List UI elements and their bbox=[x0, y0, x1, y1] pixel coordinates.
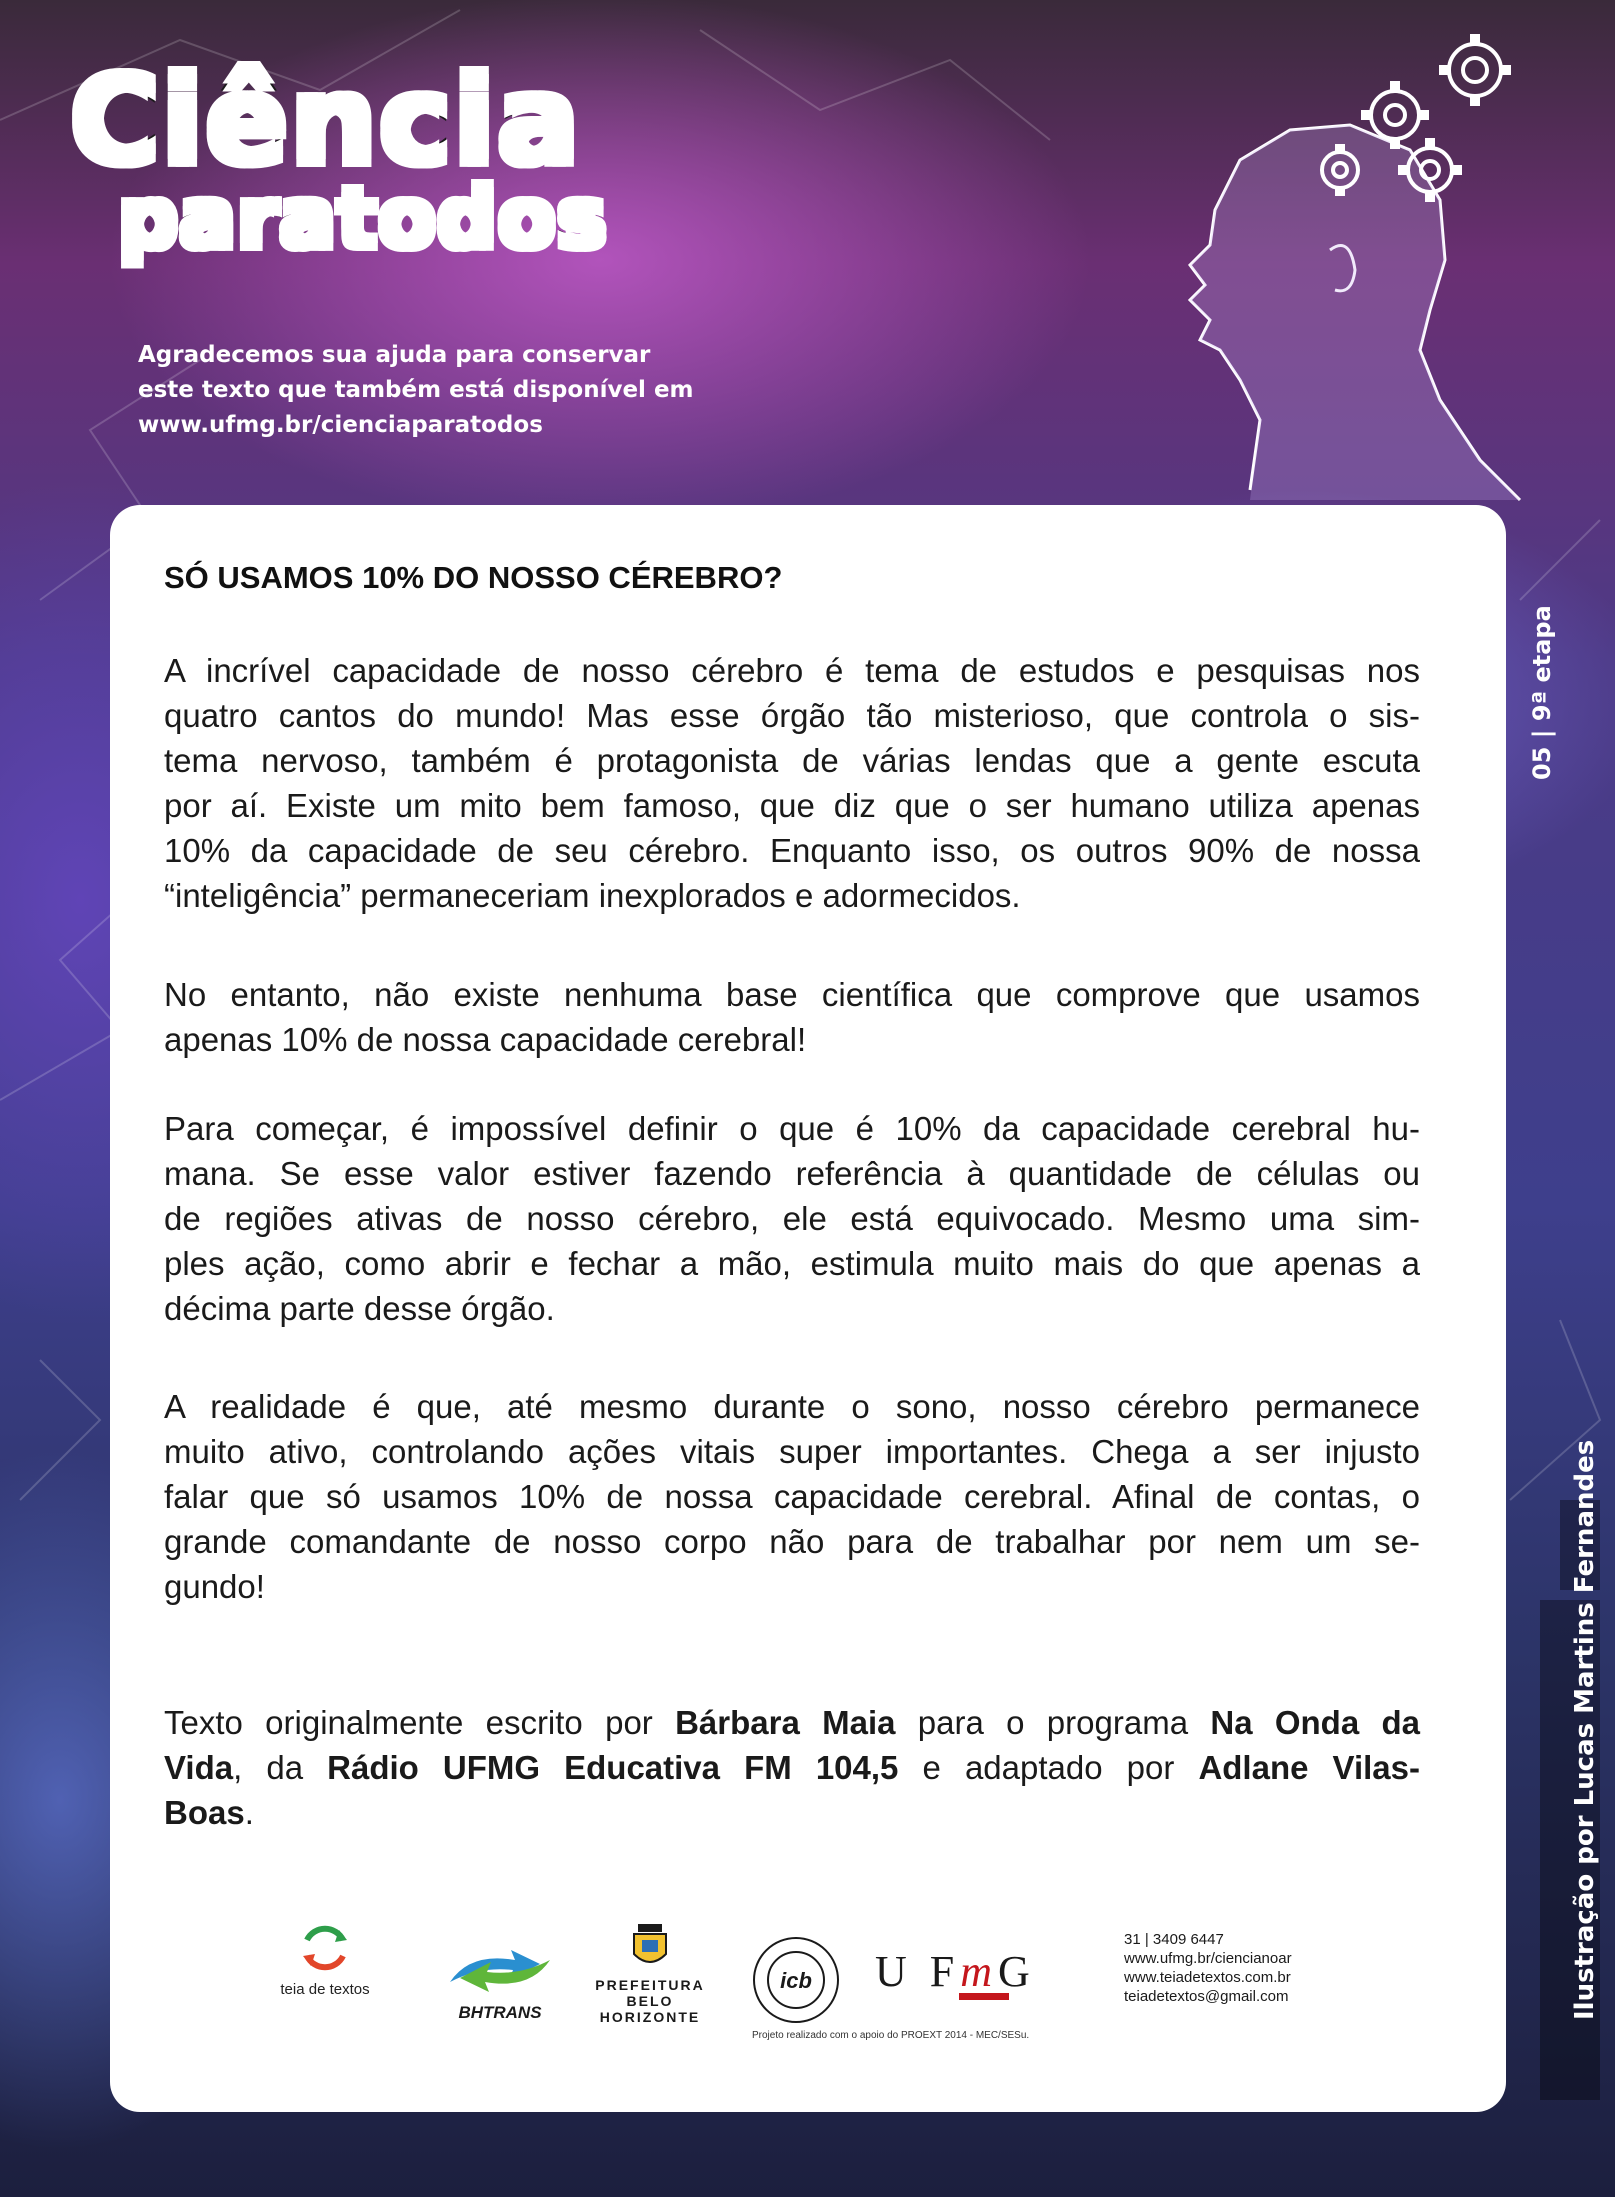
illustration-credit: Ilustração por Lucas Martins Fernandes bbox=[1570, 1439, 1600, 2020]
city-crest-icon bbox=[630, 1920, 670, 1972]
ufmg-label-g: G bbox=[998, 1947, 1036, 1996]
teia-de-textos-logo bbox=[270, 1920, 380, 1998]
prefeitura-line1: PREFEITURA bbox=[595, 1977, 705, 1993]
text-line: de regiões ativas de nosso cérebro, ele está equivocado. Mesmo uma sim- bbox=[164, 1200, 1420, 1237]
ufmg-logo bbox=[875, 1946, 1036, 2000]
text-line bbox=[164, 1745, 1420, 1790]
icb-logo bbox=[750, 1934, 842, 2031]
text-line: 10% da capacidade de seu cérebro. Enquanto isso, os outros 90% de nossa bbox=[164, 832, 1420, 869]
prefeitura-logo bbox=[585, 1920, 715, 2025]
text-line: Para começar, é impossível definir o que é 10% da capacidade cerebral hu- bbox=[164, 1110, 1420, 1147]
intro-line: Agradecemos sua ajuda para conservar bbox=[138, 342, 651, 368]
text-line: quatro cantos do mundo! Mas esse órgão tão misterioso, que controla o sis- bbox=[164, 697, 1420, 734]
program-name: Vida bbox=[164, 1749, 234, 1786]
text-line: A realidade é que, até mesmo durante o sono, nosso cérebro permanece bbox=[164, 1388, 1420, 1425]
text-line: décima parte desse órgão. bbox=[164, 1290, 555, 1327]
text-line: A incrível capacidade de nosso cérebro é tema de estudos e pesquisas nos bbox=[164, 652, 1420, 689]
adapter-name: Adlane Vilas- bbox=[1198, 1749, 1420, 1786]
text-line: por aí. Existe um mito bem famoso, que diz que o ser humano utiliza apenas bbox=[164, 787, 1420, 824]
article-title: SÓ USAMOS 10% DO NOSSO CÉREBRO? bbox=[164, 560, 783, 595]
paragraph-2 bbox=[164, 972, 1420, 1062]
text-line: muito ativo, controlando ações vitais super importantes. Chega a ser injusto bbox=[164, 1433, 1420, 1470]
radio-name: Rádio UFMG Educativa FM 104,5 bbox=[327, 1749, 899, 1786]
text-line: gundo! bbox=[164, 1568, 265, 1605]
teia-icon bbox=[297, 1920, 353, 1976]
program-name: Na Onda da bbox=[1210, 1704, 1420, 1741]
contact-url: www.ufmg.br/ciencianoar bbox=[1124, 1950, 1292, 1967]
intro-note bbox=[138, 338, 738, 443]
contact-url: www.teiadetextos.com.br bbox=[1124, 1969, 1291, 1986]
credit-text: . bbox=[244, 1794, 254, 1831]
intro-url: www.ufmg.br/cienciaparatodos bbox=[138, 412, 543, 438]
credit-text: para o programa bbox=[895, 1704, 1211, 1741]
head-gears-illustration bbox=[1180, 20, 1540, 520]
icb-label: icb bbox=[780, 1968, 812, 1993]
ufmg-label-uf: U F bbox=[875, 1947, 961, 1996]
bhtrans-label: BHTRANS bbox=[458, 2003, 542, 2022]
support-note: Projeto realizado com o apoio do PROEXT 2014 - MEC/SESu. bbox=[752, 2030, 1030, 2041]
text-line: tema nervoso, também é protagonista de várias lendas que a gente escuta bbox=[164, 742, 1420, 779]
adapter-name: Boas bbox=[164, 1794, 245, 1831]
text-line: ples ação, como abrir e fechar a mão, estimula muito mais do que apenas a bbox=[164, 1245, 1420, 1282]
contact-info bbox=[1124, 1930, 1292, 2006]
text-line bbox=[164, 1700, 1420, 1745]
contact-phone: 31 | 3409 6447 bbox=[1124, 1931, 1224, 1948]
text-line: No entanto, não existe nenhuma base científica que comprove que usamos bbox=[164, 976, 1420, 1013]
ciencia-para-todos-logo bbox=[70, 50, 608, 267]
logo-line-ciencia: Ciência bbox=[70, 50, 582, 192]
paragraph-1 bbox=[164, 648, 1420, 918]
text-line: “inteligência” permaneceriam inexplorados e adormecidos. bbox=[164, 877, 1021, 914]
paragraph-4 bbox=[164, 1384, 1420, 1609]
bhtrans-logo bbox=[440, 1942, 560, 2023]
prefeitura-line2: BELO HORIZONTE bbox=[599, 1993, 701, 2025]
credit-text: Texto originalmente escrito por bbox=[164, 1704, 676, 1741]
text-line: grande comandante de nosso corpo não para de trabalhar por nem um se- bbox=[164, 1523, 1420, 1560]
contact-email: teiadetextos@gmail.com bbox=[1124, 1988, 1289, 2005]
icb-seal-icon bbox=[750, 1934, 842, 2026]
text-line: apenas 10% de nossa capacidade cerebral! bbox=[164, 1021, 807, 1058]
text-line: mana. Se esse valor estiver fazendo referência à quantidade de células ou bbox=[164, 1155, 1420, 1192]
bhtrans-arrows-icon bbox=[445, 1942, 555, 1998]
teia-label: teia de textos bbox=[280, 1981, 370, 1998]
logo-line-paratodos: paratodos bbox=[118, 169, 608, 267]
ufmg-label-m: m bbox=[960, 1947, 999, 1996]
credit-text: , da bbox=[233, 1749, 328, 1786]
credit-text: e adaptado por bbox=[898, 1749, 1199, 1786]
text-line: falar que só usamos 10% de nossa capacidade cerebral. Afinal de contas, o bbox=[164, 1478, 1420, 1515]
text-line bbox=[164, 1790, 1420, 1835]
edition-label: 05 | 9ª etapa bbox=[1528, 605, 1556, 780]
author-credit bbox=[164, 1700, 1420, 1835]
author-name: Bárbara Maia bbox=[675, 1704, 896, 1741]
paragraph-3 bbox=[164, 1106, 1420, 1331]
intro-line: este texto que também está disponível em bbox=[138, 377, 694, 403]
